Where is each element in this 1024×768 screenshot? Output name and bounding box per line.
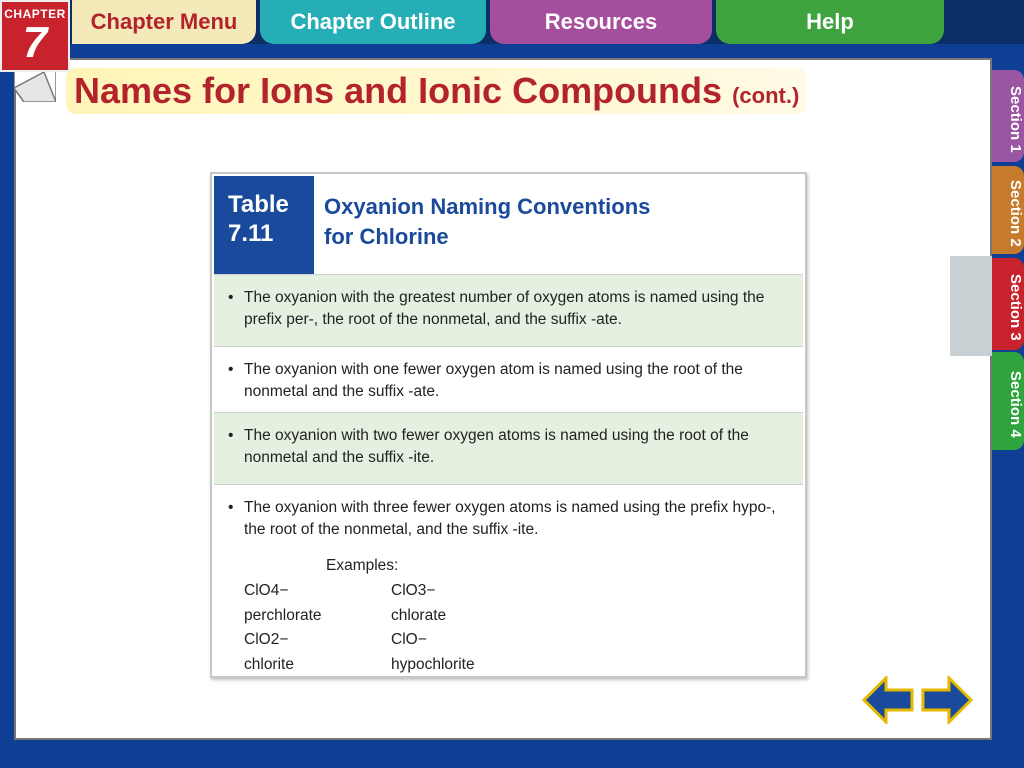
example-item: chlorite [244, 655, 294, 673]
previous-arrow-icon[interactable] [862, 676, 914, 724]
examples-column-1 [244, 579, 322, 677]
tab-section-4[interactable]: Section 4 [992, 352, 1024, 450]
bullet-icon: • [228, 289, 234, 306]
chapter-number: 7 [22, 18, 48, 67]
bullet-icon: • [228, 361, 234, 378]
examples-column-2 [391, 579, 475, 677]
title-suffix: (cont.) [732, 83, 800, 108]
tab-help[interactable]: Help [716, 0, 944, 44]
next-arrow-icon[interactable] [921, 676, 973, 724]
tab-chapter-outline[interactable]: Chapter Outline [260, 0, 486, 44]
example-item: ClO2− [244, 631, 289, 648]
table-row [214, 346, 803, 412]
tab-resources[interactable]: Resources [490, 0, 712, 44]
title-main: Names for Ions and Ionic Compounds [74, 70, 723, 111]
tab-section-1[interactable]: Section 1 [992, 70, 1024, 162]
row-text: The oxyanion with one fewer oxygen atom is named using the root of the nonmetal and the suffix -ate. [244, 361, 743, 400]
oxyanion-table [210, 172, 807, 678]
page-title [66, 68, 807, 114]
example-item: ClO− [391, 631, 427, 648]
chapter-label: CHAPTER [4, 7, 66, 21]
row-text: The oxyanion with three fewer oxygen atoms is named using the prefix hypo-, the root of the nonmetal, and the suffix -ite. [244, 499, 776, 538]
row-text: The oxyanion with two fewer oxygen atoms is named using the root of the nonmetal and the suffix -ite. [244, 427, 749, 466]
table-number-line2: 7.11 [228, 220, 274, 247]
example-item: chlorate [391, 606, 447, 624]
example-item: perchlorate [244, 606, 322, 624]
tab-section-3[interactable]: Section 3 [992, 258, 1024, 350]
example-item: ClO3− [391, 582, 436, 599]
chapter-badge [0, 0, 70, 72]
section-3-highlight [950, 256, 992, 356]
table-title [324, 192, 794, 252]
tab-section-2[interactable]: Section 2 [992, 166, 1024, 254]
bullet-icon: • [228, 499, 234, 516]
table-title-line2: for Chlorine [324, 224, 449, 249]
tab-chapter-menu[interactable]: Chapter Menu [72, 0, 256, 44]
examples-label: Examples: [326, 557, 399, 574]
table-number [214, 176, 314, 274]
table-row [214, 412, 803, 484]
table-row [214, 484, 803, 676]
table-row [214, 274, 803, 346]
row-text: The oxyanion with the greatest number of oxygen atoms is named using the prefix per-, the root of the nonmetal, and the suffix -ate. [244, 289, 765, 328]
table-header [214, 176, 803, 274]
bullet-icon: • [228, 427, 234, 444]
example-item: ClO4− [244, 582, 289, 599]
table-number-line1: Table [228, 191, 289, 218]
example-item: hypochlorite [391, 655, 475, 673]
table-title-line1: Oxyanion Naming Conventions [324, 194, 651, 219]
